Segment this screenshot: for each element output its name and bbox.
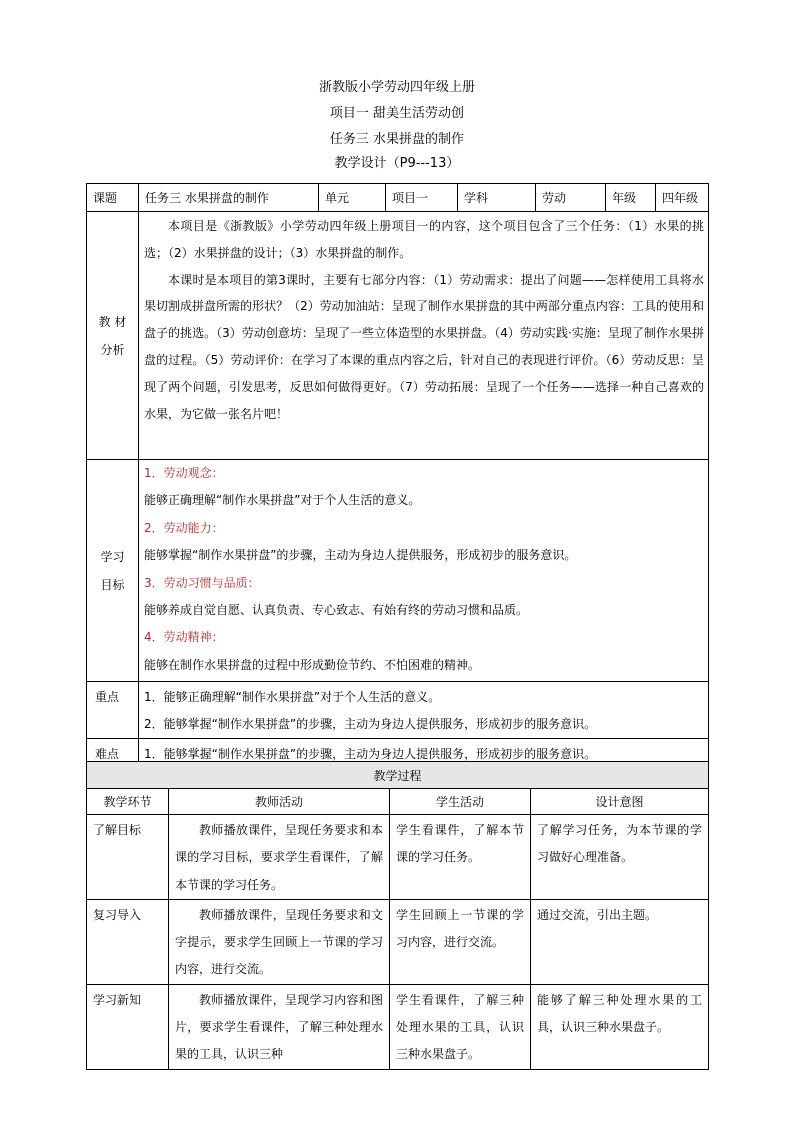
goal-heading-1: 1．劳动观念： — [144, 466, 224, 480]
unit-value: 项目一 — [386, 184, 458, 212]
column-header-teacher: 教师活动 — [169, 789, 390, 815]
goal-text-2: 能够掌握“制作水果拼盘”的步骤，主动为身边人提供服务，形成初步的服务意识。 — [144, 548, 577, 563]
difficulty-1: 1．能够掌握“制作水果拼盘”的步骤，主动为身边人提供服务，形成初步的服务意识。 — [144, 747, 597, 761]
key-points-content — [139, 682, 709, 739]
key-point-2: 2．能够掌握“制作水果拼盘”的步骤，主动为身边人提供服务，形成初步的服务意识。 — [144, 717, 597, 731]
material-para-1: 本项目是《浙教版》小学劳动四年级上册项目一的内容，这个项目包含了三个任务：（1）水果的挑选；（2）水果拼盘的设计；（3）水果拼盘的制作。 — [144, 219, 704, 260]
teacher-activity-cell: 教师播放课件，呈现任务要求和文字提示，要求学生回顾上一节课的学习内容，进行交流。 — [169, 899, 390, 984]
unit-label: 单元 — [319, 184, 386, 212]
material-content — [139, 212, 709, 460]
stage-cell: 了解目标 — [87, 815, 169, 900]
column-header-stage: 教学环节 — [87, 789, 169, 815]
key-points-label: 重点 — [87, 682, 139, 739]
goals-label: 学习 目标 — [87, 460, 139, 682]
teacher-activity-cell: 教师播放课件，呈现任务要求和本课的学习目标，要求学生看课件，了解本节课的学习任务。 — [169, 815, 390, 900]
goal-text-3: 能够养成自觉自愿、认真负责、专心致志、有始有终的劳动习惯和品质。 — [144, 602, 529, 617]
process-title-row — [87, 762, 709, 789]
teaching-process-table — [86, 761, 709, 1070]
stage-cell: 复习导入 — [87, 899, 169, 984]
header-row — [87, 184, 709, 212]
goal-text-1: 能够正确理解“制作水果拼盘”对于个人生活的意义。 — [144, 493, 421, 508]
goals-content — [139, 460, 709, 682]
subject-label: 学科 — [458, 184, 536, 212]
topic-value: 任务三 水果拼盘的制作 — [139, 184, 319, 212]
student-activity-cell: 学生回顾上一节课的学习内容，进行交流。 — [390, 899, 531, 984]
lesson-info-table — [86, 183, 709, 769]
goal-heading-2: 2．劳动能力： — [144, 520, 224, 535]
column-header-student: 学生活动 — [390, 789, 531, 815]
table-row — [87, 899, 709, 984]
material-para-2: 本课时是本项目的第3课时，主要有七部分内容：（1）劳动需求：提出了问题——怎样使用工具将水果切割成拼盘所需的形状？（2）劳动加油站：呈现了制作水果拼盘的其中两部分重点内容：工具的使用和盘子的挑选。（3）劳动创意坊：呈现了一些立体造型的水果拼盘。（4）劳动实践·实施：呈现了制作水果拼盘的过程。（5）劳动评价：在学习了本课的重点内容之后，针对自己的表现进行评价。（6）劳动反思：呈现了两个问题，引发思考，反思如何做得更好。（7）劳动拓展：呈现了一个任务——选择一种自己喜欢的水果，为它做一张名片吧！ — [144, 272, 704, 421]
title-line-2: 项目一 甜美生活劳动创 — [329, 106, 465, 121]
stage-cell: 学习新知 — [87, 984, 169, 1069]
topic-label: 课题 — [87, 184, 139, 212]
process-column-headers — [87, 789, 709, 815]
document-titles — [0, 75, 794, 175]
table-row — [87, 815, 709, 900]
student-activity-cell: 学生看课件，了解本节课的学习任务。 — [390, 815, 531, 900]
goal-text-4: 能够在制作水果拼盘的过程中形成勤俭节约、不怕困难的精神。 — [144, 657, 481, 672]
student-activity-cell: 学生看课件，了解三种处理水果的工具，认识三种水果盘子。 — [390, 984, 531, 1069]
design-intent-cell: 能够了解三种处理水果的工具，认识三种水果盘子。 — [531, 984, 709, 1069]
teacher-activity-cell: 教师播放课件，呈现学习内容和图片，要求学生看课件，了解三种处理水果的工具，认识三种 — [169, 984, 390, 1069]
design-intent-cell: 通过交流，引出主题。 — [531, 899, 709, 984]
goal-heading-4: 4．劳动精神： — [144, 630, 224, 645]
title-line-3: 任务三 水果拼盘的制作 — [329, 132, 465, 147]
material-row — [87, 212, 709, 460]
title-line-4: 教学设计（P9---13） — [334, 156, 460, 171]
goal-heading-3: 3．劳动习惯与品质： — [144, 575, 260, 590]
subject-value: 劳动 — [536, 184, 606, 212]
column-header-intent: 设计意图 — [531, 789, 709, 815]
design-intent-cell: 了解学习任务，为本节课的学习做好心理准备。 — [531, 815, 709, 900]
grade-label: 年级 — [606, 184, 656, 212]
title-line-1: 浙教版小学劳动四年级上册 — [318, 80, 475, 95]
table-row — [87, 984, 709, 1069]
process-title: 教学过程 — [87, 762, 709, 789]
key-point-1: 1．能够正确理解“制作水果拼盘”对于个人生活的意义。 — [144, 690, 441, 704]
key-points-row — [87, 682, 709, 739]
difficulties-label: 难点 — [87, 739, 139, 769]
material-label: 教 材 分析 — [87, 212, 139, 460]
goals-row — [87, 460, 709, 682]
grade-value: 四年级 — [656, 184, 709, 212]
